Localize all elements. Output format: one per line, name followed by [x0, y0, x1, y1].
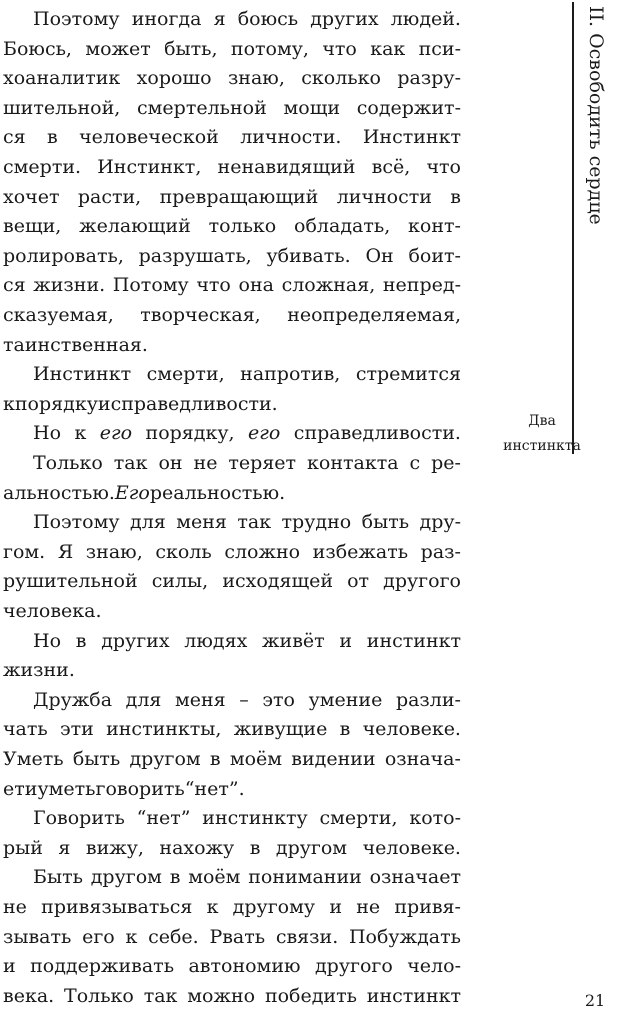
word: Дружба: [33, 688, 113, 711]
word: всё,: [371, 156, 411, 178]
text-line: [3, 478, 461, 508]
word: только: [208, 215, 277, 238]
text-line: [3, 744, 461, 774]
word: его: [82, 925, 115, 948]
word: сложно: [224, 540, 301, 563]
word: убивать.: [266, 244, 351, 267]
word: так: [113, 452, 148, 474]
word: вещи,: [3, 215, 62, 238]
word: боюсь: [237, 8, 299, 30]
word: контакта: [307, 452, 399, 474]
word: рушительной: [3, 570, 138, 593]
word: разли-: [395, 688, 461, 711]
text-line: [33, 685, 461, 715]
word: живущие: [233, 718, 328, 741]
word: века.: [3, 984, 55, 1007]
word: человеческой: [79, 126, 219, 149]
word: к: [74, 422, 87, 445]
text-line: [3, 211, 461, 241]
word: с: [409, 452, 421, 474]
word: знаю,: [227, 67, 285, 90]
word: она: [238, 274, 274, 297]
word: превращающий: [159, 185, 319, 208]
text-line: [33, 803, 461, 833]
section-title: II. Освободить сердце: [585, 6, 607, 225]
word: и: [3, 955, 16, 978]
word: меня: [176, 511, 227, 534]
word: Поэтому: [33, 511, 120, 534]
word: шительной,: [3, 96, 121, 119]
text-line: [3, 537, 461, 567]
word: означает: [369, 866, 461, 889]
word: личности.: [240, 126, 342, 149]
text-line: [3, 241, 461, 271]
word: человеке.: [362, 836, 461, 859]
word: быть,: [164, 37, 218, 60]
word: ролировать,: [3, 244, 124, 267]
text-line: [3, 122, 461, 152]
word: ненавидящий: [217, 156, 356, 178]
margin-note: [492, 409, 592, 459]
word: поддерживать: [30, 955, 175, 978]
word: “нет”.: [184, 777, 245, 800]
word: реальностью.: [149, 481, 286, 504]
word: порядку,: [145, 422, 235, 445]
word: для: [125, 688, 162, 711]
word: зывать: [3, 925, 72, 948]
word: говорить: [95, 777, 185, 800]
word: может: [85, 37, 151, 60]
word: “нет”: [136, 807, 191, 830]
word: не: [356, 896, 381, 918]
word: раз-: [420, 540, 461, 563]
word: в: [47, 126, 58, 149]
word: смерти,: [146, 363, 225, 386]
word: Инстинкт: [362, 126, 461, 149]
word: инстинкт: [366, 629, 461, 652]
word: разрушать,: [138, 244, 252, 267]
word: я: [58, 836, 71, 859]
word: альностью.: [3, 481, 115, 504]
text-line: [3, 566, 461, 596]
word: Потому: [112, 274, 189, 297]
word: инстинкты,: [106, 718, 222, 741]
text-line: [3, 93, 461, 123]
word: справедливости.: [293, 422, 461, 445]
text-line: [33, 4, 461, 34]
word: сказуемая,: [3, 304, 114, 326]
word: привя-: [394, 896, 461, 918]
word: разру-: [397, 67, 461, 90]
header-rule: [572, 2, 574, 454]
word: конт-: [408, 215, 461, 238]
word: Боюсь,: [3, 37, 72, 60]
word: Уметь: [3, 748, 64, 770]
word: в: [75, 629, 87, 652]
word: эти: [60, 718, 94, 741]
word: дру-: [419, 511, 461, 534]
word: и: [339, 629, 353, 652]
word: хорошо: [136, 67, 212, 90]
word: в: [209, 748, 221, 770]
word: личности: [336, 185, 432, 208]
word: так: [143, 984, 178, 1007]
word: Говорить: [33, 807, 125, 830]
text-line: [33, 448, 461, 478]
text-line: [3, 300, 461, 330]
word: смерти,: [319, 807, 398, 830]
word: меня: [175, 688, 226, 711]
word: ре-: [431, 452, 461, 474]
word: моём: [229, 748, 283, 770]
text-line: [3, 951, 461, 981]
word: расти,: [77, 185, 142, 208]
word: справедливости.: [110, 392, 278, 415]
text-line: [3, 182, 461, 212]
word: гом.: [3, 540, 46, 563]
word: других: [101, 629, 170, 652]
word: другому: [232, 896, 316, 918]
word: трудно: [281, 511, 352, 534]
word: силы,: [151, 570, 209, 593]
word: инстинкту: [202, 807, 308, 830]
word: Его: [114, 481, 150, 504]
word: что: [196, 274, 231, 297]
word: в: [249, 836, 261, 859]
word: Но: [33, 629, 62, 652]
text-line: [3, 833, 461, 863]
word: в: [169, 866, 181, 889]
word: других: [310, 8, 379, 30]
word: знаю,: [85, 540, 143, 563]
word: Инстинкт,: [97, 156, 202, 178]
margin-note-line: инстинкта: [503, 438, 581, 454]
word: Инстинкт: [33, 363, 132, 386]
word: его: [248, 422, 281, 445]
word: пси-: [418, 37, 461, 60]
word: неопределяемая,: [287, 304, 461, 326]
word: и: [329, 896, 342, 918]
word: сложная,: [281, 274, 376, 297]
word: связи.: [275, 925, 339, 948]
word: рый: [3, 836, 43, 859]
word: Он: [365, 244, 394, 267]
word: его: [99, 422, 133, 445]
word: видении: [291, 748, 376, 770]
word: вижу,: [85, 836, 144, 859]
word: ет: [3, 777, 25, 800]
word: моём: [188, 866, 241, 889]
text-line: [33, 418, 461, 448]
word: напротив,: [240, 363, 341, 386]
word: обладать,: [294, 215, 391, 238]
word: мощи: [283, 96, 341, 119]
word: быть: [361, 511, 410, 534]
text-line: [3, 714, 461, 744]
word: ся: [3, 274, 26, 297]
page-number: 21: [584, 991, 606, 1010]
word: инстинкт: [366, 984, 461, 1007]
word: можно: [187, 984, 256, 1007]
word: человека.: [3, 600, 102, 622]
word: быть: [72, 748, 121, 770]
word: хочет: [3, 185, 60, 208]
word: порядку: [14, 392, 98, 415]
text-line: [3, 922, 461, 952]
word: непред-: [382, 274, 461, 297]
word: другом: [90, 866, 162, 889]
text-line: [33, 626, 461, 656]
word: себе.: [148, 925, 199, 948]
word: другого: [383, 570, 461, 593]
word: понимании: [248, 866, 362, 889]
word: жизни.: [33, 274, 106, 297]
word: в: [450, 185, 461, 208]
word: означа-: [384, 748, 461, 770]
text-line: [3, 34, 461, 64]
text-line: [3, 596, 461, 626]
text-line: [33, 507, 461, 537]
word: и: [97, 392, 111, 415]
word: что: [426, 156, 461, 178]
word: живёт: [262, 629, 325, 652]
word: избежать: [312, 540, 409, 563]
word: ся: [3, 126, 26, 149]
word: иногда: [131, 8, 202, 30]
word: Рвать: [209, 925, 266, 948]
word: желающий: [79, 215, 191, 238]
word: Быть: [33, 866, 83, 889]
word: исходящей: [222, 570, 334, 593]
word: людей.: [390, 8, 461, 30]
word: чать: [3, 718, 48, 741]
word: не: [193, 452, 218, 474]
text-line: [3, 330, 461, 360]
word: Поэтому: [33, 8, 120, 30]
word: к: [206, 896, 219, 918]
word: таинственная.: [3, 333, 148, 356]
word: к: [3, 392, 15, 415]
word: жизни.: [3, 659, 75, 682]
word: так: [237, 511, 272, 534]
word: смертельной: [137, 96, 267, 119]
text-line: [3, 270, 461, 300]
text-line: [3, 774, 461, 804]
word: сколь: [155, 540, 212, 563]
word: это: [262, 688, 295, 711]
word: что: [322, 37, 357, 60]
word: содержит-: [356, 96, 461, 119]
text-line: [3, 655, 461, 685]
word: победить: [264, 984, 357, 1007]
word: людях: [184, 629, 248, 652]
word: творческая,: [140, 304, 261, 326]
word: нахожу: [159, 836, 235, 859]
word: хоаналитик: [3, 67, 121, 90]
word: Я: [57, 540, 74, 563]
word: Только: [64, 984, 134, 1007]
word: боит-: [408, 244, 461, 267]
word: к: [125, 925, 138, 948]
word: умение: [308, 688, 383, 711]
word: не: [3, 896, 27, 918]
word: как: [370, 37, 406, 60]
text-line: [3, 152, 461, 182]
word: потому,: [230, 37, 309, 60]
text-line: [3, 389, 461, 419]
word: и: [24, 777, 38, 800]
word: автономию: [188, 955, 301, 978]
word: от: [347, 570, 370, 593]
word: Побуждать: [348, 925, 461, 948]
word: я: [213, 8, 226, 30]
text-line: [33, 359, 461, 389]
text-line: [3, 981, 461, 1011]
text-line: [3, 63, 461, 93]
word: в: [339, 718, 351, 741]
word: он: [158, 452, 183, 474]
word: –: [239, 688, 249, 711]
word: чело-: [407, 955, 461, 978]
word: Но: [33, 422, 62, 445]
word: другого: [314, 955, 393, 978]
word: для: [130, 511, 166, 534]
word: сколько: [301, 67, 381, 90]
text-line: [3, 892, 461, 922]
word: Только: [33, 452, 103, 474]
word: теряет: [228, 452, 297, 474]
margin-note-line: Два: [528, 413, 556, 429]
text-line: [33, 862, 461, 892]
word: привязываться: [41, 896, 193, 918]
word: другом: [129, 748, 201, 770]
word: другом: [275, 836, 348, 859]
word: уметь: [37, 777, 96, 800]
word: человеке.: [362, 718, 461, 741]
word: стремится: [355, 363, 461, 386]
word: кото-: [409, 807, 461, 830]
word: смерти.: [3, 156, 82, 178]
